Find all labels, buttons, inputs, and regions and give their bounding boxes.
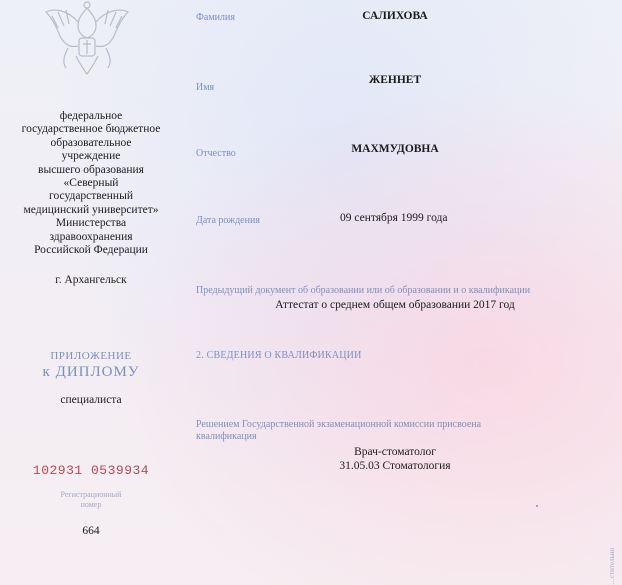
commission-label-line1: Решением Государственной экзаменационной комиссии присвоена [196, 419, 482, 430]
issuer-line: государственное бюджетное [21, 123, 161, 136]
commission-label-line2: квалификация [196, 431, 257, 442]
issuer-line: высшего образования [38, 163, 144, 176]
surname-value: САЛИХОВА [362, 10, 428, 22]
supplement-heading-line2: к ДИПЛОМУ [42, 364, 140, 380]
issuer-line: Российской Федерации [34, 244, 148, 257]
issuer-city: г. Архангельск [55, 274, 127, 286]
registration-number: 664 [82, 525, 100, 537]
issuer-line: Министерства [55, 217, 127, 230]
issuer-line: «Северный [63, 177, 119, 190]
qualification-code: 31.05.03 Стоматология [339, 460, 451, 472]
issuer-line: образовательное [50, 136, 132, 149]
issuer-line: федеральное [59, 110, 123, 122]
patronymic-value: МАХМУДОВНА [351, 143, 439, 155]
print-mark [536, 505, 538, 507]
previous-document-value: Аттестат о среднем общем образовании 2017 год [275, 299, 515, 311]
surname-label: Фамилия [196, 12, 235, 23]
issuer-line: медицинский университет» [23, 203, 159, 216]
supplement-heading-line1: ПРИЛОЖЕНИЕ [50, 350, 132, 362]
name-value: ЖЕННЕТ [368, 74, 422, 86]
registration-caption-line1: Регистрационный [60, 490, 122, 499]
serial-number: 102931 0539934 [32, 463, 150, 478]
issuer-organization [10, 110, 172, 257]
name-label: Имя [196, 82, 215, 93]
commission-label [196, 419, 481, 443]
supplement-heading [10, 349, 172, 381]
registration-caption [10, 490, 172, 510]
birth-date-value: 09 сентября 1999 года [340, 212, 448, 224]
left-column [0, 0, 180, 585]
section-2-title: 2. СВЕДЕНИЯ О КВАЛИФИКАЦИИ [196, 350, 362, 361]
issuer-line: учреждение [61, 150, 121, 163]
patronymic-label: Отчество [196, 148, 236, 159]
coat-of-arms-emblem [38, 0, 136, 76]
registration-caption-line2: номер [80, 500, 102, 509]
qualification-value [300, 445, 490, 473]
previous-document-label: Предыдущий документ об образовании или об образовании и о квалификации [196, 285, 531, 296]
issuer-line: государственный [49, 190, 133, 203]
degree-level: специалиста [60, 394, 122, 406]
qualification-title: Врач-стоматолог [354, 446, 436, 458]
issuer-line: здравоохранения [49, 230, 133, 243]
side-stamp-text: …стительно [608, 547, 616, 585]
birth-date-label: Дата рождения [196, 215, 260, 226]
